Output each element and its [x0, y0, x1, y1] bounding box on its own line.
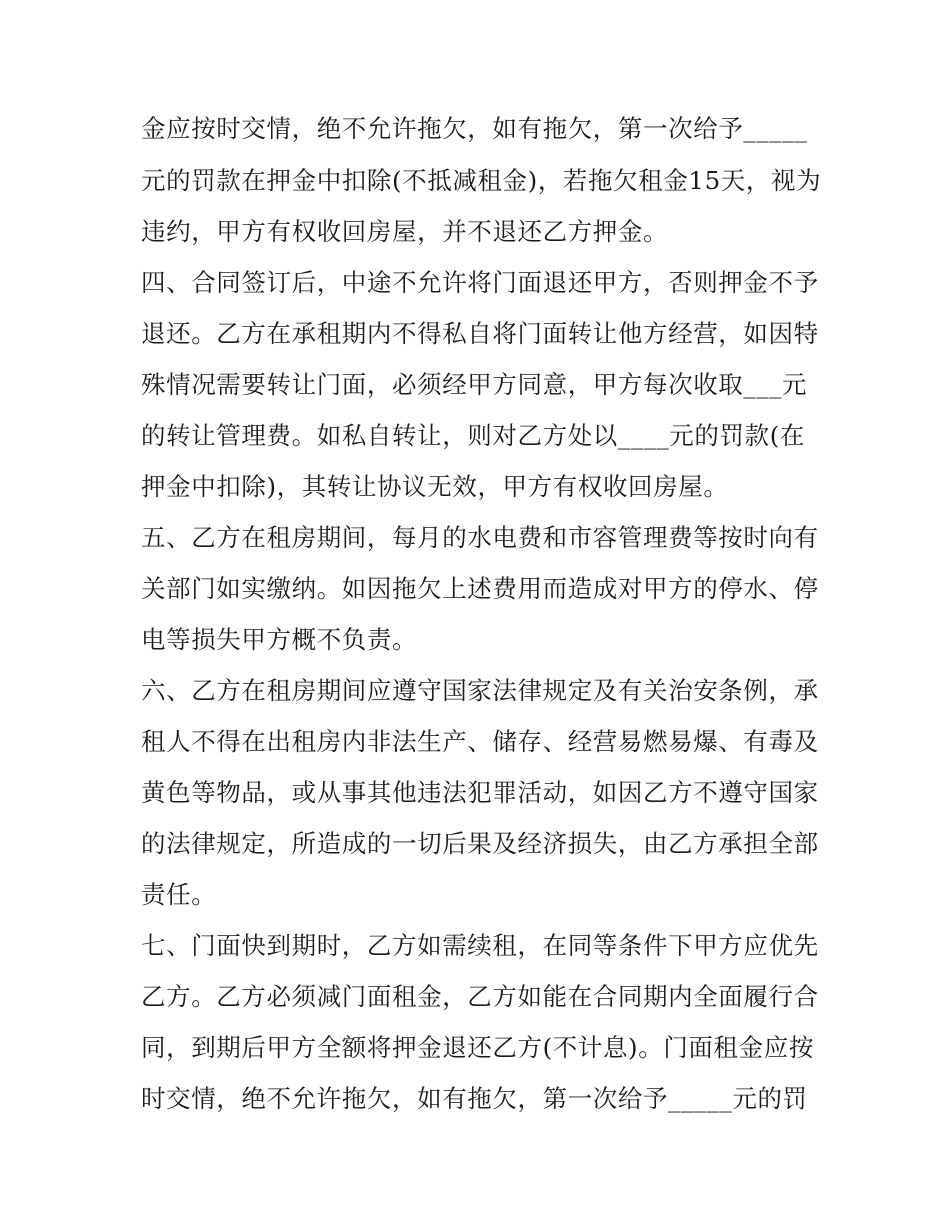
- text-line: 殊情况需要转让门面，必须经甲方同意，甲方每次收取___元: [141, 370, 808, 399]
- text-line: 的转让管理费。如私自转让，则对乙方处以____元的罚款(在: [141, 421, 805, 450]
- text-line: 元的罚款在押金中扣除(不抵减租金)，若拖欠租金15天，视为: [141, 166, 822, 195]
- text-line: 五、乙方在租房期间，每月的水电费和市容管理费等按时向有: [141, 523, 819, 552]
- text-line: 的法律规定，所造成的一切后果及经济损失，由乙方承担全部: [141, 829, 819, 858]
- text-line: 押金中扣除)，其转让协议无效，甲方有权收回房屋。: [141, 472, 729, 501]
- text-line: 七、门面快到期时，乙方如需续租，在同等条件下甲方应优先: [141, 931, 819, 960]
- text-line: 电等损失甲方概不负责。: [141, 625, 418, 654]
- text-line: 四、合同签订后，中途不允许将门面退还甲方，否则押金不予: [141, 268, 819, 297]
- text-line: 租人不得在出租房内非法生产、储存、经营易燃易爆、有毒及: [141, 727, 819, 756]
- text-line: 违约，甲方有权收回房屋，并不退还乙方押金。: [141, 217, 669, 246]
- text-line: 同，到期后甲方全额将押金退还乙方(不计息)。门面租金应按: [141, 1033, 814, 1062]
- text-line: 时交情，绝不允许拖欠，如有拖欠，第一次给予_____元的罚: [141, 1084, 808, 1113]
- text-line: 六、乙方在租房期间应遵守国家法律规定及有关治安条例，承: [141, 676, 819, 705]
- text-line: 黄色等物品，或从事其他违法犯罪活动，如因乙方不遵守国家: [141, 778, 819, 807]
- text-line: 退还。乙方在承租期内不得私自将门面转让他方经营，如因特: [141, 319, 819, 348]
- text-line: 关部门如实缴纳。如因拖欠上述费用而造成对甲方的停水、停: [141, 574, 819, 603]
- text-line: 乙方。乙方必须减门面租金，乙方如能在合同期内全面履行合: [141, 982, 819, 1011]
- text-line: 责任。: [141, 880, 217, 909]
- text-line: 金应按时交情，绝不允许拖欠，如有拖欠，第一次给予_____: [141, 114, 808, 143]
